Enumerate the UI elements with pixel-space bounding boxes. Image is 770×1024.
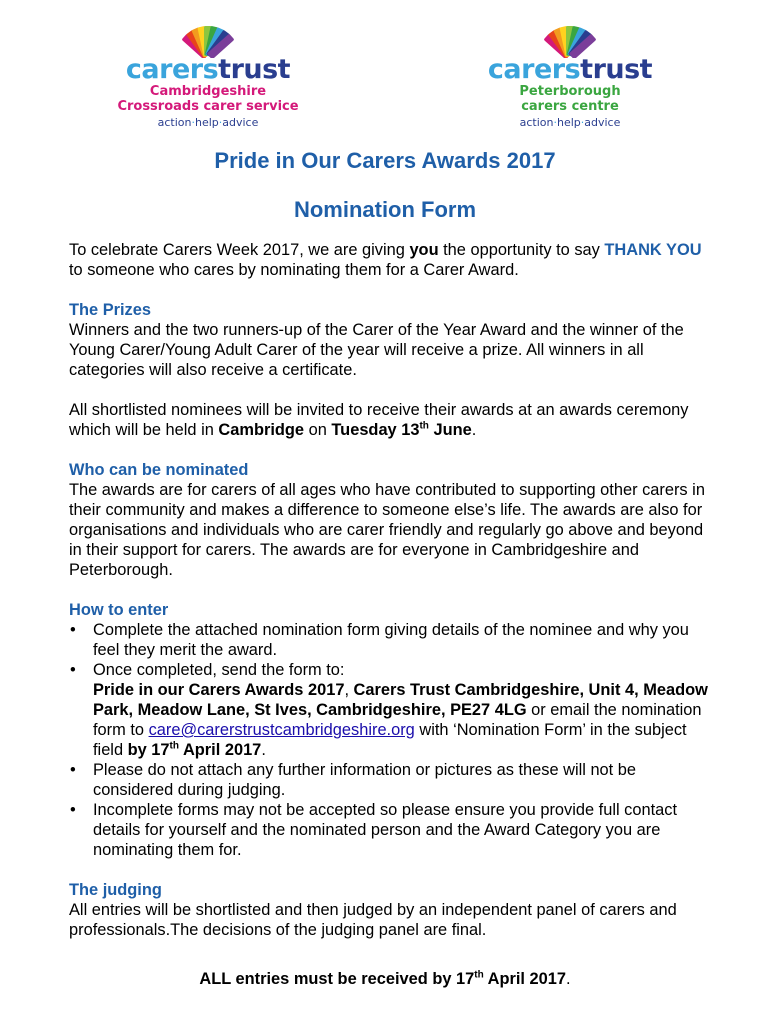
document-body	[69, 240, 709, 940]
brand-wordmark: carerstrust	[125, 54, 291, 85]
page-title: Pride in Our Carers Awards 2017	[214, 148, 556, 173]
logo-line1: Cambridgeshire	[149, 84, 267, 99]
list-item: • Incomplete forms may not be accepted so please ensure you provide full contact details for yourself and the nominated person and the Award Category you are nominating them for.	[69, 800, 709, 860]
prizes-heading: The Prizes	[69, 301, 151, 319]
logo-cambridgeshire	[108, 22, 308, 129]
email-link[interactable]: care@carerstrustcambridgeshire.org	[148, 721, 415, 739]
brand-wordmark: carerstrust	[487, 54, 653, 85]
logo-tagline: action·help·advice	[157, 116, 259, 129]
logo-line2: Crossroads carer service	[117, 99, 299, 114]
shortlist-paragraph: All shortlisted nominees will be invited to receive their awards at an awards ceremony which will be held in Cambridge on Tuesday 13th June.	[69, 401, 689, 439]
judging-heading: The judging	[69, 881, 162, 899]
how-heading: How to enter	[69, 601, 169, 619]
list-item: • Please do not attach any further information or pictures as these will not be considered during judging.	[69, 760, 709, 800]
logo-line2: carers centre	[521, 99, 619, 114]
prizes-text: Winners and the two runners-up of the Carer of the Year Award and the winner of the Young Carer/Young Adult Carer of the year will receive a prize. All winners in all categories will also receive a certificate.	[69, 321, 684, 379]
carers-trust-fan-icon	[168, 22, 248, 58]
list-item: • Once completed, send the form to: Pride in our Carers Awards 2017, Carers Trust Cambridgeshire, Unit 4, Meadow Park, Meadow Lane, St Ives, Cambridgeshire, PE27 4LG or email the nomination form to care@carerstrustcambridgeshire.org with ‘Nomination Form’ in the subject field by 17th April 2017.	[69, 660, 709, 760]
carers-trust-fan-icon	[530, 22, 610, 58]
who-text: The awards are for carers of all ages who have contributed to supporting other carers in their community and makes a difference to someone else’s life. The awards are also for organisations and individuals who are carer friendly and regularly go above and beyond in their support for carers. The awards are for everyone in Cambridgeshire and Peterborough.	[69, 481, 705, 579]
intro-paragraph: To celebrate Carers Week 2017, we are giving you the opportunity to say THANK YOU to someone who cares by nominating them for a Carer Award.	[69, 241, 702, 279]
logo-tagline: action·help·advice	[519, 116, 621, 129]
judging-text: All entries will be shortlisted and then judged by an independent panel of carers and professionals.The decisions of the judging panel are final.	[69, 901, 677, 939]
how-list	[69, 620, 709, 860]
logo-peterborough	[480, 22, 660, 129]
who-heading: Who can be nominated	[69, 461, 249, 479]
logo-line1: Peterborough	[519, 84, 621, 99]
form-subtitle: Nomination Form	[293, 197, 477, 222]
closing-statement: ALL entries must be received by 17th April 2017.	[199, 969, 571, 989]
list-item: • Complete the attached nomination form giving details of the nominee and why you feel they merit the award.	[69, 620, 709, 660]
